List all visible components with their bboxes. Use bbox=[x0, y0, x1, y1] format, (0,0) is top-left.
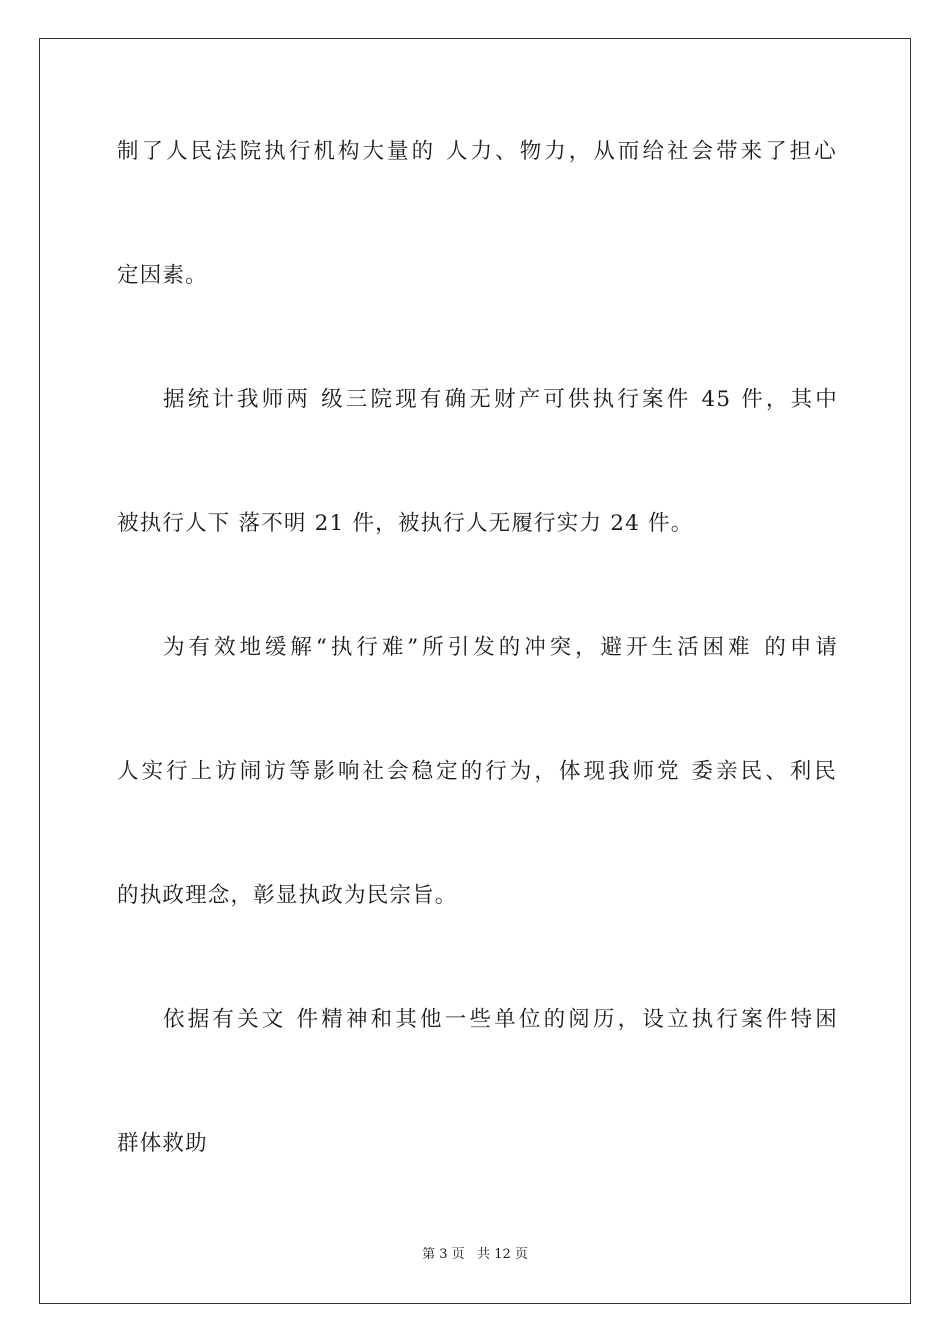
paragraph-line: 被执行人下 落不明 21 件，被执行人无履行实力 24 件。 bbox=[117, 511, 694, 536]
paragraph-line: 定因素。 bbox=[117, 263, 208, 288]
paragraph-line: 据统计我师两 级三院现有确无财产可供执行案件 45 件，其中 bbox=[163, 387, 838, 412]
paragraph-line: 群体救助 bbox=[117, 1131, 208, 1156]
page-border bbox=[39, 38, 911, 1304]
page-number-footer: 第 3 页 共 12 页 bbox=[422, 1247, 528, 1262]
paragraph-line: 依据有关文 件精神和其他一些单位的阅历，设立执行案件特困 bbox=[163, 1007, 838, 1032]
paragraph-line: 制了人民法院执行机构大量的 人力、物力，从而给社会带来了担心 bbox=[117, 139, 837, 164]
paragraph-line: 人实行上访闹访等影响社会稳定的行为，体现我师党 委亲民、利民 bbox=[117, 759, 837, 784]
paragraph-line: 的执政理念，彰显执政为民宗旨。 bbox=[117, 883, 458, 908]
paragraph-line: 为有效地缓解“执行难”所引发的冲突，避开生活困难 的申请 bbox=[163, 635, 838, 660]
